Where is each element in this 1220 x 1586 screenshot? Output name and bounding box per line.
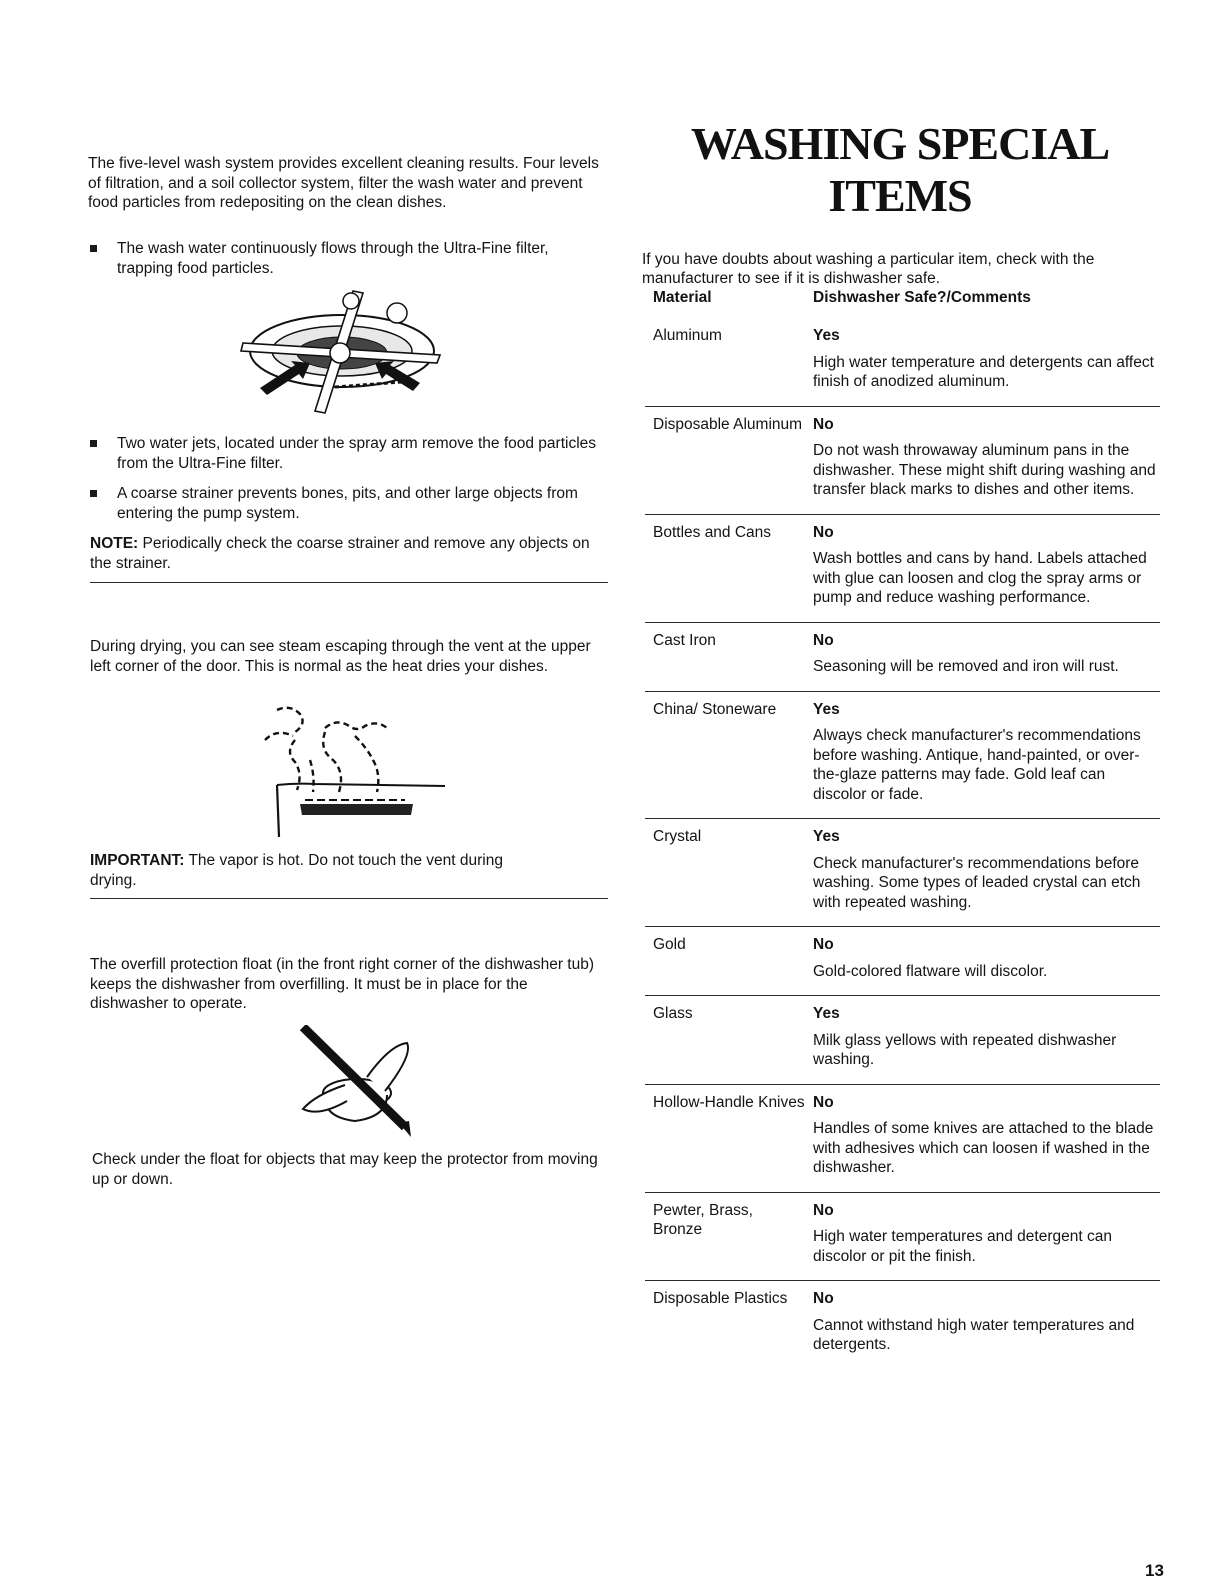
material-cell: Disposable Aluminum	[653, 415, 803, 433]
table-header-row	[645, 286, 1160, 318]
note-label: NOTE:	[90, 535, 139, 552]
safe-answer: Yes	[813, 327, 840, 344]
comment-cell	[805, 622, 1160, 691]
material-cell: Hollow-Handle Knives	[653, 1093, 805, 1111]
material-cell: Pewter, Brass, Bronze	[653, 1201, 753, 1238]
comment-text: High water temperature and detergents can affect finish of anodized aluminum.	[813, 353, 1154, 390]
safe-answer: No	[813, 936, 834, 953]
comment-cell	[805, 819, 1160, 927]
safe-answer: No	[813, 631, 834, 649]
material-cell: China/ Stoneware	[653, 700, 777, 718]
note-text: Periodically check the coarse strainer and remove any objects on the strainer.	[90, 535, 590, 572]
safe-answer: Yes	[813, 1005, 840, 1022]
safe-answer: No	[813, 523, 834, 541]
check-float-paragraph: Check under the float for objects that may keep the protector from moving up or down.	[92, 1151, 598, 1188]
page-title	[640, 118, 1160, 222]
special-items-intro: If you have doubts about washing a particular item, check with the manufacturer to see if it is dishwasher safe.	[642, 250, 1095, 287]
safe-answer: Yes	[813, 700, 840, 718]
safe-answer: No	[813, 415, 834, 433]
page-number: 13	[1145, 1561, 1164, 1580]
bullet-marker	[90, 440, 97, 447]
table-row	[645, 927, 1160, 996]
drying-paragraph: During drying, you can see steam escaping through the vent at the upper left corner of the door. This is normal as the heat dries your dishes.	[90, 638, 591, 675]
bullet-marker	[90, 245, 97, 252]
safe-answer: No	[813, 1201, 834, 1219]
overfill-paragraph: The overfill protection float (in the front right corner of the dishwasher tub) keeps the dishwasher from overfilling. It must be in place for the dishwasher to operate.	[90, 956, 594, 1012]
comment-text: Do not wash throwaway aluminum pans in the dishwasher. These might shift during washing and transfer black marks to dishes and other items.	[813, 442, 1156, 498]
table-row	[645, 819, 1160, 927]
safe-answer: Yes	[813, 828, 840, 845]
comment-cell	[805, 514, 1160, 622]
material-cell: Gold	[653, 936, 686, 953]
table-row	[645, 691, 1160, 819]
comment-text: Gold-colored flatware will discolor.	[813, 962, 1048, 980]
important-label: IMPORTANT:	[90, 852, 185, 869]
material-cell: Crystal	[653, 828, 702, 845]
steam-vent-illustration	[255, 700, 450, 840]
comment-text: Wash bottles and cans by hand. Labels attached with glue can loosen and clog the spray arms or pump and reduce washing performance.	[813, 550, 1147, 606]
table-row	[645, 406, 1160, 514]
material-cell: Disposable Plastics	[653, 1290, 788, 1307]
table-row	[645, 318, 1160, 406]
material-cell: Aluminum	[653, 327, 722, 344]
important-text: The vapor is hot. Do not touch the vent during drying.	[90, 852, 503, 889]
comment-cell	[805, 996, 1160, 1085]
section-divider	[90, 898, 608, 899]
material-cell: Glass	[653, 1005, 693, 1022]
comment-text: Check manufacturer's recommendations before washing. Some types of leaded crystal can etch with repeated washing.	[813, 854, 1141, 911]
section-divider	[90, 582, 608, 583]
title-line-1: WASHING SPECIAL	[690, 118, 1110, 169]
table-row	[645, 622, 1160, 691]
dishwasher-safe-table	[645, 286, 1160, 1369]
table-row	[645, 514, 1160, 622]
table-row	[645, 1084, 1160, 1192]
bullet-text: The wash water continuously flows through the Ultra-Fine filter, trapping food particles.	[117, 240, 549, 277]
comment-cell	[805, 691, 1160, 819]
material-cell: Bottles and Cans	[653, 523, 772, 541]
important-paragraph	[90, 851, 530, 890]
header-comments: Dishwasher Safe?/Comments	[813, 289, 1031, 306]
comment-text: Handles of some knives are attached to the blade with adhesives which can loosen if washed in the dishwasher.	[813, 1120, 1154, 1176]
overfill-float-illustration	[295, 1025, 425, 1140]
note-paragraph	[90, 534, 600, 573]
table-row	[645, 996, 1160, 1085]
comment-cell	[805, 318, 1160, 406]
comment-cell	[805, 1281, 1160, 1369]
table-row	[645, 1281, 1160, 1369]
bullet-marker	[90, 490, 97, 497]
bullet-text: A coarse strainer prevents bones, pits, and other large objects from entering the pump system.	[117, 485, 578, 522]
title-line-2: ITEMS	[828, 170, 972, 221]
comment-cell	[805, 1084, 1160, 1192]
comment-text: Cannot withstand high water temperatures and detergents.	[813, 1316, 1135, 1353]
safe-answer: No	[813, 1290, 834, 1307]
spray-arm-illustration	[225, 283, 460, 418]
safe-answer: No	[813, 1093, 834, 1111]
comment-text: Seasoning will be removed and iron will rust.	[813, 658, 1119, 675]
bullet-text: Two water jets, located under the spray arm remove the food particles from the Ultra-Fine filter.	[117, 435, 597, 472]
comment-cell	[805, 927, 1160, 996]
header-material: Material	[653, 289, 712, 306]
comment-text: Always check manufacturer's recommendations before washing. Antique, hand-painted, or over-the-glaze patterns may fade. Gold leaf can discolor or fade.	[813, 727, 1141, 803]
table-row	[645, 1192, 1160, 1281]
material-cell: Cast Iron	[653, 631, 716, 649]
comment-cell	[805, 406, 1160, 514]
comment-text: Milk glass yellows with repeated dishwasher washing.	[813, 1031, 1117, 1068]
comment-text: High water temperatures and detergent can discolor or pit the finish.	[813, 1228, 1112, 1265]
wash-system-intro: The five-level wash system provides excellent cleaning results. Four levels of filtration, and a soil collector system, filter the wash water and prevent food particles from redepositing on the clean dishes.	[88, 155, 599, 211]
comment-cell	[805, 1192, 1160, 1281]
